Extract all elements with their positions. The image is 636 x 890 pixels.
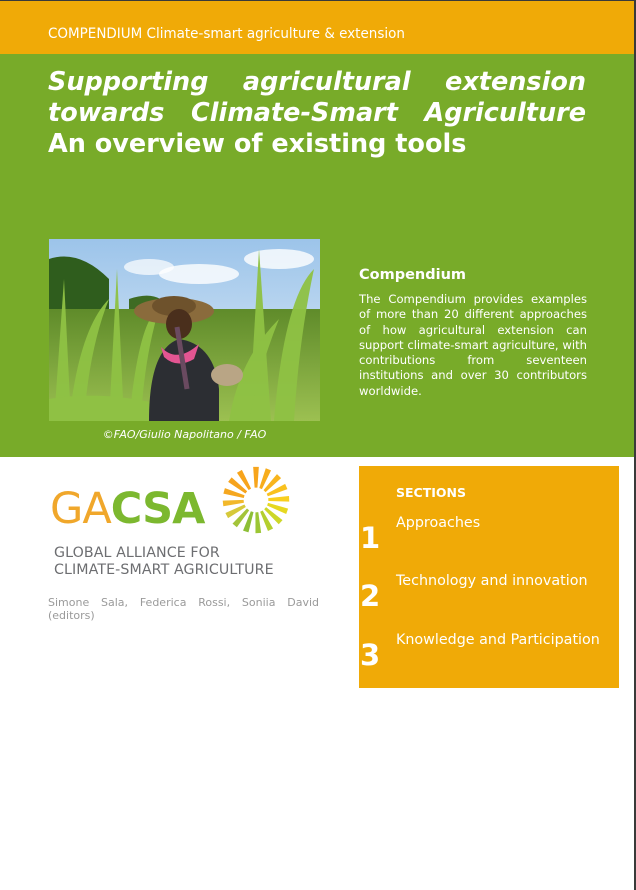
section-number: 1 bbox=[360, 521, 381, 555]
cover-photo bbox=[49, 239, 320, 421]
section-item-approaches[interactable] bbox=[359, 515, 619, 555]
section-item-knowledge[interactable] bbox=[359, 632, 619, 672]
title-line-2: towards Climate-Smart Agriculture bbox=[48, 98, 586, 128]
logo-tagline bbox=[54, 545, 274, 579]
series-label: COMPENDIUM Climate-smart agriculture & extension bbox=[48, 26, 405, 42]
sections-heading: SECTIONS bbox=[396, 485, 466, 500]
sun-rays-icon bbox=[220, 462, 292, 538]
editor-role: (editors) bbox=[48, 609, 95, 622]
compendium-description: The Compendium provides examples of more than 20 different approaches of how agricultural extension can support climate-smart agriculture, with contributions from seventeen institutions and over 30 contributors worldwide. bbox=[359, 292, 587, 398]
section-number: 2 bbox=[360, 579, 381, 613]
logo-csa: CSA bbox=[110, 484, 205, 534]
title-line-1: Supporting agricultural extension bbox=[48, 67, 586, 97]
section-label: Technology and innovation bbox=[396, 573, 588, 589]
sections-box bbox=[359, 466, 619, 688]
document-title bbox=[48, 67, 586, 160]
compendium-heading: Compendium bbox=[359, 267, 467, 283]
gacsa-wordmark bbox=[50, 484, 204, 534]
section-label: Knowledge and Participation bbox=[396, 632, 600, 648]
section-number: 3 bbox=[360, 638, 381, 672]
page-frame-top bbox=[0, 0, 636, 1]
tagline-line-2: CLIMATE-SMART AGRICULTURE bbox=[54, 562, 274, 578]
gacsa-logo bbox=[48, 462, 293, 582]
editors bbox=[48, 596, 319, 622]
document-subtitle: An overview of existing tools bbox=[48, 129, 467, 159]
editor-names: Simone Sala, Federica Rossi, Soniia David bbox=[48, 596, 319, 609]
section-label: Approaches bbox=[396, 515, 481, 531]
photo-caption: ©FAO/Giulio Napolitano / FAO bbox=[102, 428, 267, 441]
maize-field-photo-icon bbox=[49, 239, 320, 421]
section-item-technology[interactable] bbox=[359, 573, 619, 613]
series-banner bbox=[0, 1, 634, 54]
title-panel bbox=[0, 54, 634, 457]
tagline-line-1: GLOBAL ALLIANCE FOR bbox=[54, 545, 220, 561]
logo-ga: GA bbox=[50, 484, 111, 534]
